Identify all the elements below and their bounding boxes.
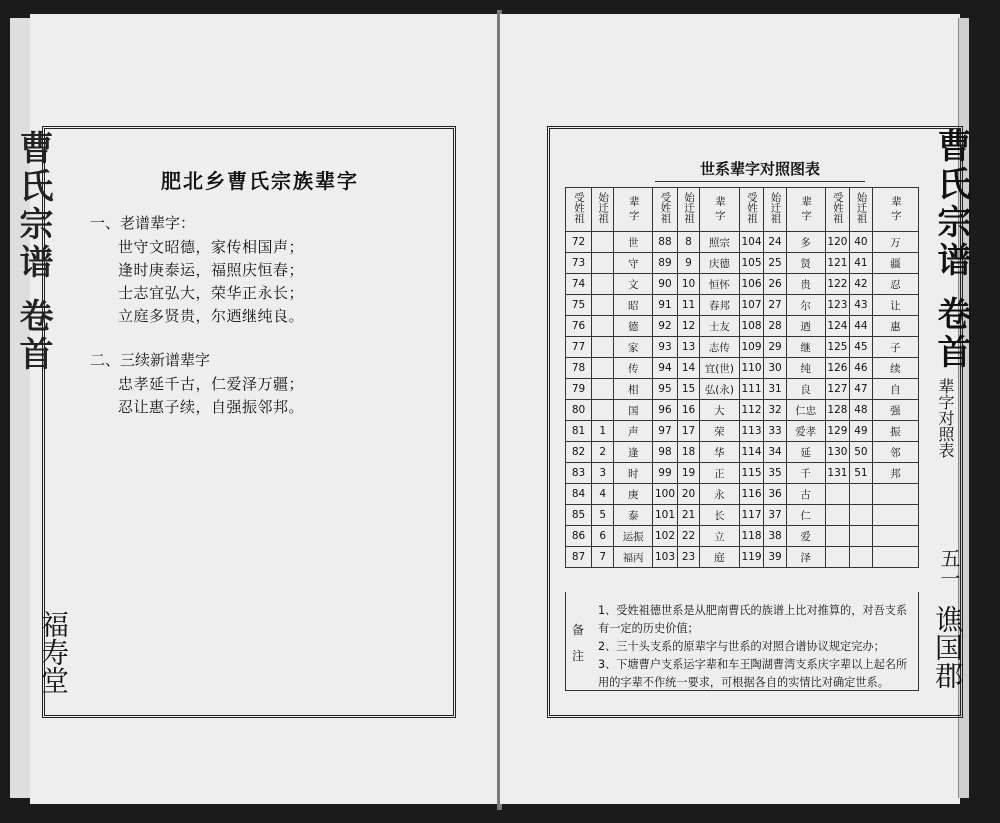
table-title: 世系辈字对照图表	[655, 158, 865, 182]
table-cell: 迺	[786, 316, 825, 337]
table-cell: 23	[677, 547, 699, 568]
table-cell	[872, 547, 918, 568]
table-cell: 89	[653, 253, 678, 274]
table-cell: 32	[764, 400, 786, 421]
table-cell: 万	[872, 232, 918, 253]
table-cell: 17	[677, 421, 699, 442]
table-cell: 40	[850, 232, 872, 253]
table-cell: 14	[677, 358, 699, 379]
table-cell	[592, 358, 614, 379]
table-cell	[872, 505, 918, 526]
table-cell: 2	[592, 442, 614, 463]
table-cell: 50	[850, 442, 872, 463]
table-cell: 116	[739, 484, 764, 505]
table-row	[566, 295, 919, 316]
table-cell: 21	[677, 505, 699, 526]
table-cell: 126	[825, 358, 850, 379]
header-label: 受姓祖	[659, 192, 672, 224]
table-cell: 91	[653, 295, 678, 316]
table-cell: 80	[566, 400, 592, 421]
table-row	[566, 526, 919, 547]
note-2: 2、三十头支系的原辈字与世系的对照合谱协议规定完办；	[598, 640, 885, 653]
table-cell: 荣	[700, 421, 739, 442]
table-cell: 继	[786, 337, 825, 358]
table-cell: 131	[825, 463, 850, 484]
table-cell: 庆德	[700, 253, 739, 274]
table-row	[566, 400, 919, 421]
table-cell: 124	[825, 316, 850, 337]
table-cell	[872, 526, 918, 547]
table-cell: 73	[566, 253, 592, 274]
table-cell: 123	[825, 295, 850, 316]
table-cell: 93	[653, 337, 678, 358]
table-cell	[592, 400, 614, 421]
table-cell: 98	[653, 442, 678, 463]
table-header-row	[566, 188, 919, 232]
table-cell	[592, 337, 614, 358]
table-cell: 37	[764, 505, 786, 526]
table-header-cell	[700, 188, 739, 232]
right-subtitle: 辈字对照表	[936, 378, 955, 458]
verse-line: 立庭多贤贵，尔迺继纯良。	[118, 307, 305, 325]
table-cell: 30	[764, 358, 786, 379]
table-row	[566, 358, 919, 379]
table-cell: 1	[592, 421, 614, 442]
table-cell: 纯	[786, 358, 825, 379]
table-cell	[825, 547, 850, 568]
table-cell: 92	[653, 316, 678, 337]
table-cell: 德	[614, 316, 653, 337]
verse-line: 忠孝延千古，仁爱泽万疆；	[118, 375, 305, 393]
table-cell: 26	[764, 274, 786, 295]
table-cell: 115	[739, 463, 764, 484]
table-cell: 86	[566, 526, 592, 547]
header-label: 辈 字	[800, 195, 813, 221]
header-label: 始迁祖	[597, 192, 610, 224]
table-cell: 振	[872, 421, 918, 442]
table-cell: 47	[850, 379, 872, 400]
table-cell: 相	[614, 379, 653, 400]
table-cell: 5	[592, 505, 614, 526]
table-cell: 9	[677, 253, 699, 274]
table-row	[566, 505, 919, 526]
table-cell: 44	[850, 316, 872, 337]
table-cell: 120	[825, 232, 850, 253]
table-cell: 110	[739, 358, 764, 379]
table-cell: 85	[566, 505, 592, 526]
table-cell: 11	[677, 295, 699, 316]
table-cell: 102	[653, 526, 678, 547]
hall-name: 福寿堂	[37, 610, 70, 694]
table-cell: 88	[653, 232, 678, 253]
table-cell: 贤	[786, 253, 825, 274]
table-cell: 国	[614, 400, 653, 421]
table-cell: 贵	[786, 274, 825, 295]
table-header-cell	[566, 188, 592, 232]
table-cell: 士友	[700, 316, 739, 337]
table-cell: 48	[850, 400, 872, 421]
table-cell: 照宗	[700, 232, 739, 253]
table-cell	[592, 379, 614, 400]
table-cell: 41	[850, 253, 872, 274]
table-header-cell	[872, 188, 918, 232]
table-header-cell	[653, 188, 678, 232]
table-cell	[825, 526, 850, 547]
table-cell: 惠	[872, 316, 918, 337]
table-cell: 仁	[786, 505, 825, 526]
table-cell: 春邦	[700, 295, 739, 316]
table-cell: 良	[786, 379, 825, 400]
table-header-cell	[739, 188, 764, 232]
table-cell: 泰	[614, 505, 653, 526]
table-cell: 101	[653, 505, 678, 526]
table-cell: 87	[566, 547, 592, 568]
table-row	[566, 484, 919, 505]
table-cell: 尔	[786, 295, 825, 316]
table-cell: 83	[566, 463, 592, 484]
table-cell: 79	[566, 379, 592, 400]
header-label: 始迁祖	[769, 192, 782, 224]
table-cell: 42	[850, 274, 872, 295]
table-cell: 27	[764, 295, 786, 316]
table-cell: 逢	[614, 442, 653, 463]
table-cell: 文	[614, 274, 653, 295]
table-cell: 19	[677, 463, 699, 484]
header-label: 辈 字	[889, 195, 902, 221]
table-cell: 119	[739, 547, 764, 568]
table-cell: 36	[764, 484, 786, 505]
table-header-cell	[677, 188, 699, 232]
table-cell: 疆	[872, 253, 918, 274]
table-cell: 84	[566, 484, 592, 505]
table-cell: 延	[786, 442, 825, 463]
table-row	[566, 547, 919, 568]
header-label: 受姓祖	[831, 192, 844, 224]
table-cell: 74	[566, 274, 592, 295]
table-cell: 弘(永)	[700, 379, 739, 400]
table-cell: 125	[825, 337, 850, 358]
table-cell: 118	[739, 526, 764, 547]
verse-line: 士志宜弘大，荣华正永长；	[118, 284, 305, 302]
table-cell: 子	[872, 337, 918, 358]
table-cell: 25	[764, 253, 786, 274]
table-cell: 运振	[614, 526, 653, 547]
table-row	[566, 274, 919, 295]
table-cell: 8	[677, 232, 699, 253]
table-cell: 72	[566, 232, 592, 253]
table-cell: 传	[614, 358, 653, 379]
table-cell: 仁忠	[786, 400, 825, 421]
table-cell: 108	[739, 316, 764, 337]
table-cell: 106	[739, 274, 764, 295]
table-cell: 12	[677, 316, 699, 337]
table-cell: 78	[566, 358, 592, 379]
table-cell: 95	[653, 379, 678, 400]
table-cell: 强	[872, 400, 918, 421]
section-title-new: 二、三续新谱辈字	[90, 351, 211, 369]
table-cell: 立	[700, 526, 739, 547]
table-cell: 81	[566, 421, 592, 442]
table-cell: 45	[850, 337, 872, 358]
table-cell	[592, 295, 614, 316]
table-cell: 长	[700, 505, 739, 526]
header-label: 受姓祖	[573, 192, 586, 224]
table-cell: 让	[872, 295, 918, 316]
page-heading: 肥北乡曹氏宗族辈字	[161, 169, 359, 193]
table-cell: 续	[872, 358, 918, 379]
table-row	[566, 463, 919, 484]
table-cell: 90	[653, 274, 678, 295]
table-cell	[825, 484, 850, 505]
table-cell: 22	[677, 526, 699, 547]
table-cell	[592, 316, 614, 337]
table-cell: 爱	[786, 526, 825, 547]
table-row	[566, 337, 919, 358]
table-cell: 130	[825, 442, 850, 463]
verse-line: 世守文昭德，家传相国声；	[118, 238, 305, 256]
table-cell: 自	[872, 379, 918, 400]
table-row	[566, 232, 919, 253]
table-cell: 大	[700, 400, 739, 421]
table-cell: 家	[614, 337, 653, 358]
table-cell: 46	[850, 358, 872, 379]
table-cell: 13	[677, 337, 699, 358]
table-cell: 99	[653, 463, 678, 484]
table-cell: 志传	[700, 337, 739, 358]
table-header-cell	[850, 188, 872, 232]
table-cell: 6	[592, 526, 614, 547]
table-cell	[850, 547, 872, 568]
table-cell: 世	[614, 232, 653, 253]
table-cell: 7	[592, 547, 614, 568]
table-cell: 127	[825, 379, 850, 400]
header-label: 辈 字	[627, 195, 640, 221]
table-cell: 多	[786, 232, 825, 253]
table-cell: 10	[677, 274, 699, 295]
table-cell: 33	[764, 421, 786, 442]
notes-label: 备注	[571, 623, 584, 663]
table-cell: 43	[850, 295, 872, 316]
left-margin-title: 曹氏宗谱 卷首	[13, 130, 53, 374]
generation-table	[565, 187, 919, 568]
table-cell: 时	[614, 463, 653, 484]
table-cell: 泽	[786, 547, 825, 568]
table-cell: 28	[764, 316, 786, 337]
table-cell: 51	[850, 463, 872, 484]
table-cell: 永	[700, 484, 739, 505]
table-cell: 守	[614, 253, 653, 274]
table-row	[566, 253, 919, 274]
verse-line: 忍让惠子续，自强振邻邦。	[118, 398, 305, 416]
table-cell: 庭	[700, 547, 739, 568]
table-cell: 97	[653, 421, 678, 442]
table-cell: 107	[739, 295, 764, 316]
table-cell: 3	[592, 463, 614, 484]
table-row	[566, 442, 919, 463]
table-cell: 邦	[872, 463, 918, 484]
table-cell: 96	[653, 400, 678, 421]
notes-box	[565, 592, 919, 691]
header-label: 始迁祖	[855, 192, 868, 224]
table-cell	[825, 505, 850, 526]
table-cell: 112	[739, 400, 764, 421]
table-cell: 38	[764, 526, 786, 547]
table-row	[566, 379, 919, 400]
table-cell: 昭	[614, 295, 653, 316]
table-cell: 75	[566, 295, 592, 316]
table-cell: 正	[700, 463, 739, 484]
table-cell	[850, 505, 872, 526]
table-cell: 忍	[872, 274, 918, 295]
table-cell: 34	[764, 442, 786, 463]
table-cell: 千	[786, 463, 825, 484]
table-header-cell	[825, 188, 850, 232]
table-cell: 31	[764, 379, 786, 400]
table-cell: 128	[825, 400, 850, 421]
table-cell	[592, 253, 614, 274]
table-cell: 39	[764, 547, 786, 568]
table-cell: 113	[739, 421, 764, 442]
table-cell: 122	[825, 274, 850, 295]
table-row	[566, 421, 919, 442]
table-cell: 77	[566, 337, 592, 358]
table-cell: 117	[739, 505, 764, 526]
section-title-old: 一、老谱辈字：	[90, 214, 196, 232]
table-cell: 4	[592, 484, 614, 505]
table-cell: 20	[677, 484, 699, 505]
note-3: 3、下塘曹户支系运字辈和车王陶湖曹湾支系庆字辈以上起名所用的字辈不作统一要求，可根据各自的实情比对确定世系。	[598, 658, 908, 689]
table-cell	[872, 484, 918, 505]
table-cell	[850, 484, 872, 505]
table-cell: 94	[653, 358, 678, 379]
header-label: 受姓祖	[745, 192, 758, 224]
jun-name: 谯国郡	[931, 605, 964, 689]
table-cell: 35	[764, 463, 786, 484]
table-cell	[850, 526, 872, 547]
table-cell: 16	[677, 400, 699, 421]
table-cell: 111	[739, 379, 764, 400]
table-cell	[592, 232, 614, 253]
table-cell: 76	[566, 316, 592, 337]
note-1: 1、受姓祖德世系是从肥南曹氏的族谱上比对推算的，对吾支系有一定的历史价值；	[598, 604, 908, 635]
table-cell: 华	[700, 442, 739, 463]
table-cell: 24	[764, 232, 786, 253]
table-row	[566, 316, 919, 337]
right-margin-title: 曹氏宗谱 卷首	[931, 128, 971, 372]
table-cell: 爱孝	[786, 421, 825, 442]
table-header-cell	[614, 188, 653, 232]
table-cell: 庚	[614, 484, 653, 505]
table-header-cell	[764, 188, 786, 232]
table-cell: 18	[677, 442, 699, 463]
header-label: 始迁祖	[683, 192, 695, 224]
table-cell: 103	[653, 547, 678, 568]
table-cell: 100	[653, 484, 678, 505]
page-number: 五一	[937, 548, 961, 588]
table-cell: 福丙	[614, 547, 653, 568]
table-cell: 古	[786, 484, 825, 505]
table-cell: 15	[677, 379, 699, 400]
table-cell	[592, 274, 614, 295]
table-header-cell	[592, 188, 614, 232]
table-cell: 109	[739, 337, 764, 358]
table-cell: 114	[739, 442, 764, 463]
table-cell: 82	[566, 442, 592, 463]
table-cell: 邻	[872, 442, 918, 463]
table-cell: 声	[614, 421, 653, 442]
table-header-cell	[786, 188, 825, 232]
table-cell: 104	[739, 232, 764, 253]
table-cell: 29	[764, 337, 786, 358]
verse-line: 逢时庚泰运，福照庆恒春；	[118, 261, 305, 279]
table-cell: 恒怀	[700, 274, 739, 295]
table-cell: 49	[850, 421, 872, 442]
header-label: 辈 字	[713, 195, 726, 221]
table-cell: 105	[739, 253, 764, 274]
table-cell: 121	[825, 253, 850, 274]
table-cell: 129	[825, 421, 850, 442]
table-cell: 宜(世)	[700, 358, 739, 379]
